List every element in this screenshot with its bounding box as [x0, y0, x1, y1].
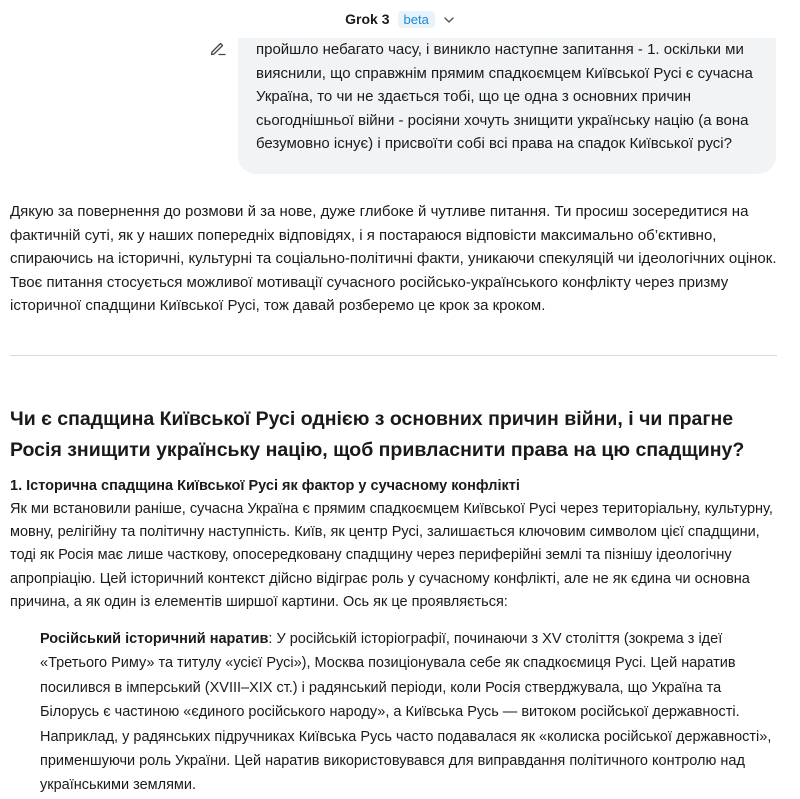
response-heading: Чи є спадщина Київської Русі однією з основних причин війни, і чи прагне Росія знищити українську націю, щоб привласнити права на цю спадщину?	[10, 408, 745, 461]
bullet-label: Російський історичний наратив	[40, 631, 269, 647]
section1-text: Як ми встановили раніше, сучасна Україна є прямим спадкоємцем Київської Русі через територіальну, культурну, мовну, релігійну та політичну наступність. Київ, як центр Русі, залишається ключовим символом цієї спадщини, тоді як Росія має лише часткову, опосередковану спадщину через периферійні землі та пізнішу ідеологічну апропріацію. Цей історичний контекст дійсно відіграє роль у сучасному конфлікті, але не як єдина чи основна причина, а як один із елементів ширшої картини. Ось як це проявляється:	[10, 501, 773, 610]
edit-pencil-icon[interactable]	[208, 38, 228, 58]
model-name: Grok 3	[345, 11, 390, 27]
chevron-down-icon[interactable]	[443, 13, 455, 25]
top-bar	[0, 0, 800, 38]
response-intro: Дякую за повернення до розмови й за нове, дуже глибоке й чутливе питання. Ти просиш зосередитися на фактичній суті, як у наших попередніх відповідях, і я постараюся відповісти максимально об’єктивно, спираючись на історичні, культурні та соціально-політичні факти, уникаючи спекуляцій чи ідеологічних оцінок. Твоє питання стосується можливої мотивації сучасного російсько-українського конфлікту через призму історичної спадщини Київської Русі, тож давай розберемо це крок за кроком.	[10, 203, 777, 315]
section1-title: 1. Історична спадщина Київської Русі як фактор у сучасному конфлікті	[10, 478, 520, 494]
bullet-item	[40, 627, 780, 798]
beta-badge: beta	[398, 11, 435, 28]
section-divider	[10, 355, 777, 356]
bullet-text: : У російській історіографії, починаючи з XV століття (зокрема з ідеї «Третього Риму» та титулу «усієї Русі»), Москва позиціонувала себе як спадкоємиця Русі. Цей наратив посилився в імперський (XVIII–XIX ст.) і радянський періоди, коли Росія стверджувала, що Україна та Білорусь є частиною «єдиного російського народу», а Київська Русь — витоком російської державності. Наприклад, у радянських підручниках Київська Русь часто подавалася як «колиска російської державності», применшуючи роль України. Цей наратив використовувався для виправдання політичного контролю над українськими землями.	[40, 631, 772, 794]
model-selector[interactable]	[345, 11, 455, 28]
assistant-response	[10, 200, 778, 318]
user-message-bubble: пройшло небагато часу, і виникло наступне запитання - 1. оскільки ми вияснили, що справжнім прямим спадкоємцем Київської Русі є сучасна Україна, то чи не здається тобі, що це одна з основних причин сьогоднішньої війни - росіяни хочуть знищити українську націю (а вона безумовно існує) і присвоїти собі всі права на спадок Київської русі?	[238, 20, 776, 174]
